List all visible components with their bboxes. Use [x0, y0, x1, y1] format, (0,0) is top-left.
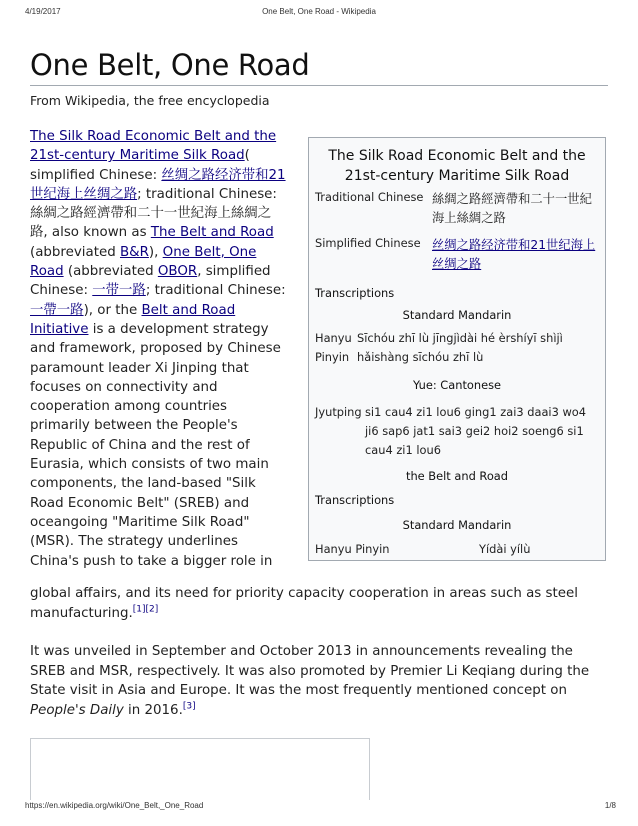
para2-text-b: in 2016.: [123, 702, 183, 718]
lead-text: (abbreviated: [30, 244, 120, 260]
yue-cantonese-heading: Yue: Cantonese: [412, 378, 502, 392]
lead-text: ), or the: [83, 302, 142, 318]
transcriptions-heading-1: Transcriptions: [315, 286, 395, 300]
standard-mandarin-heading-1: Standard Mandarin: [402, 308, 512, 322]
belt-and-road-heading: the Belt and Road: [405, 469, 509, 483]
jyutping-label: Jyutping: [315, 405, 362, 419]
citation-1[interactable]: [1]: [132, 604, 146, 615]
infobox-simplified-row: [315, 236, 599, 276]
simplified-chinese-value[interactable]: 丝绸之路经济带和21世纪海上丝绸之路: [432, 238, 596, 271]
peoples-daily-italic: People's Daily: [30, 702, 124, 718]
para2-text-a: It was unveiled in September and October 2013 in announcements revealing the SREB and MSR, respectively. It was also promoted by Premier Li Keqiang during the State visit in Asia and Europe. It was the most frequently mentioned concept on: [30, 644, 590, 698]
print-page-title: One Belt, One Road - Wikipedia: [262, 7, 376, 16]
page-title: One Belt, One Road: [30, 48, 310, 82]
lead-text: ; traditional Chinese:: [137, 186, 277, 202]
lead-bold-name[interactable]: The Silk Road Economic Belt and the 21st-century Maritime Silk Road: [30, 129, 277, 164]
br-abbrev-link[interactable]: B&R: [119, 244, 149, 260]
title-divider: [30, 85, 608, 86]
bri-link[interactable]: Belt and Road Initiative: [30, 302, 236, 337]
traditional-chinese-text: 絲綢之路經濟帶和二十一世紀海上絲綢之路: [30, 206, 272, 241]
hanyu-label: Hanyu: [315, 331, 352, 345]
second-paragraph: [30, 642, 608, 720]
lead-paragraph: [30, 127, 288, 571]
hanyu-pinyin-value-2: Yídài yílù: [479, 542, 531, 556]
obor-abbrev-link[interactable]: OBOR: [157, 264, 198, 280]
lead-text: ( simplified Chinese:: [30, 148, 250, 183]
hanyu-pinyin-label-2: Hanyu Pinyin: [315, 542, 390, 556]
lead-text: , simplified Chinese:: [30, 264, 271, 299]
print-footer: [0, 801, 638, 813]
obor-full-link[interactable]: One Belt, One Road: [30, 244, 257, 280]
citation-2[interactable]: [2]: [145, 604, 159, 615]
pinyin-label: Pinyin: [315, 350, 350, 364]
lead-continuation-text: global affairs, and its need for priority capacity cooperation in areas such as steel manufacturing.: [30, 586, 578, 621]
infobox: [308, 137, 606, 561]
hanyu-pinyin-value: Sīchóu zhī lù jīngjìdài hé èrshíyī shìjì hǎishàng sīchóu zhī lù: [357, 331, 563, 364]
print-date: 4/19/2017: [25, 7, 61, 16]
lead-text: ),: [148, 244, 163, 260]
print-header: [0, 7, 638, 19]
simplified-chinese-link[interactable]: 丝绸之路经济带和21世纪海上丝绸之路: [30, 167, 286, 202]
lead-continuation: [30, 584, 608, 623]
traditional-chinese-label: Traditional Chinese: [315, 190, 424, 204]
image-placeholder: [30, 738, 370, 800]
print-page-number: 1/8: [604, 801, 616, 810]
lead-text: (abbreviated: [63, 264, 158, 280]
lead-text: ; traditional Chinese:: [145, 283, 286, 299]
obor-traditional-link[interactable]: 一帶一路: [30, 302, 84, 318]
tagline: From Wikipedia, the free encyclopedia: [30, 93, 270, 108]
jyutping-value: si1 cau4 zi1 lou6 ging1 zai3 daai3 wo4 ji6 sap6 jat1 sai3 gei2 hoi2 soeng6 si1 cau4 zi1 lou6: [365, 405, 586, 457]
belt-and-road-link[interactable]: The Belt and Road: [150, 225, 274, 241]
transcriptions-heading-2: Transcriptions: [315, 493, 395, 507]
print-url: https://en.wikipedia.org/wiki/One_Belt,_One_Road: [25, 801, 204, 810]
infobox-title: The Silk Road Economic Belt and the 21st-century Maritime Silk Road: [328, 148, 586, 184]
lead-text: is a development strategy and framework, proposed by Chinese paramount leader Xi Jinping that focuses on connectivity and cooperation among countries primarily between the People's Republic of China and the rest of Eurasia, which consists of two main components, the land-based "Silk Road Economic Belt" (SREB) and oceangoing "Maritime Silk Road" (MSR). The strategy underlines China's push to take a bigger role in: [30, 321, 281, 569]
simplified-chinese-label: Simplified Chinese: [315, 236, 421, 250]
standard-mandarin-heading-2: Standard Mandarin: [402, 518, 512, 532]
traditional-chinese-value: 絲綢之路經濟帶和二十一世紀海上絲綢之路: [432, 192, 592, 225]
obor-simplified-link[interactable]: 一带一路: [92, 283, 146, 299]
lead-text: , also known as: [43, 225, 151, 241]
infobox-traditional-row: [315, 190, 599, 230]
citation-3[interactable]: [3]: [182, 701, 196, 712]
